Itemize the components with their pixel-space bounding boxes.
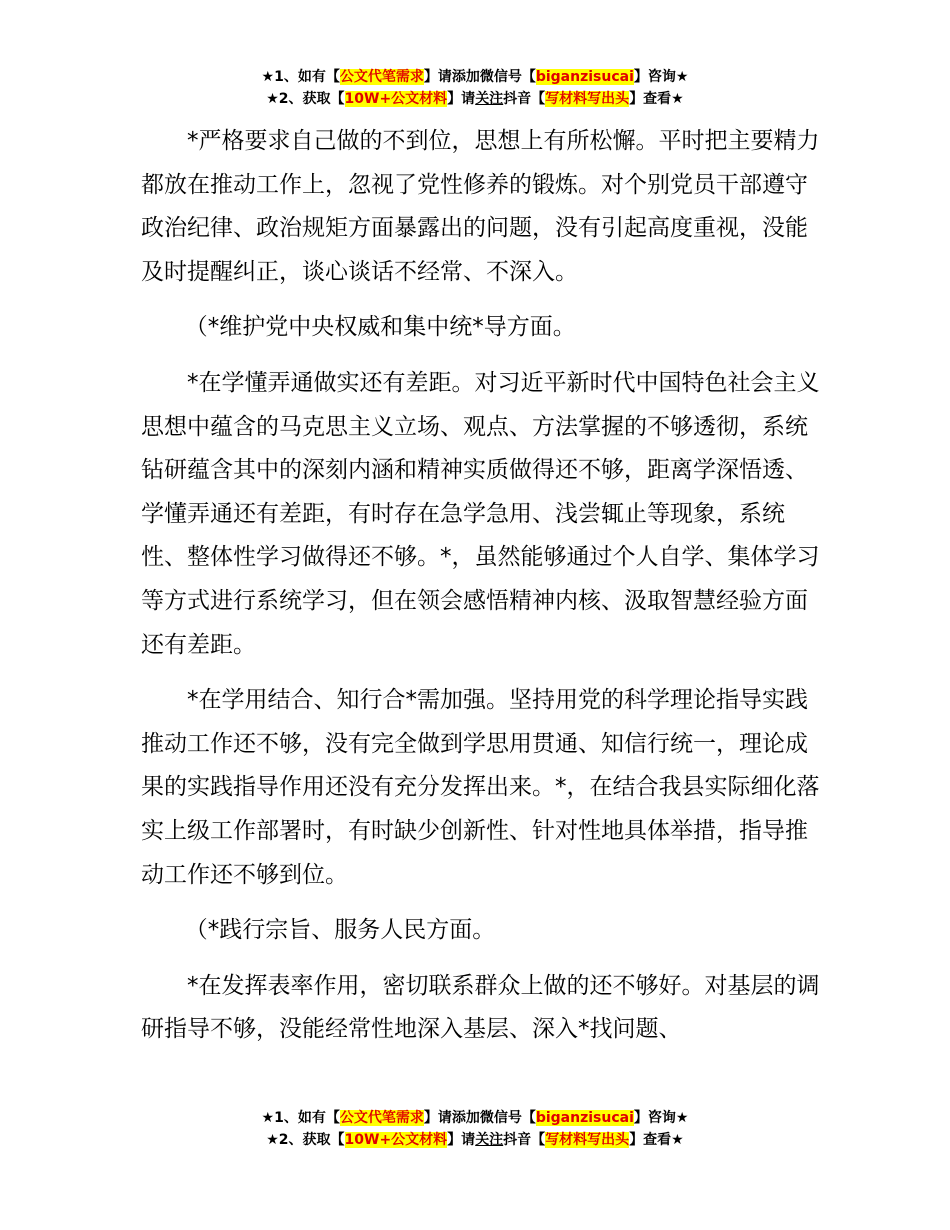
- paragraph-3: *在学用结合、知行合*需加强。坚持用党的科学理论指导实践推动工作还不够，没有完全做到学思用贯通、知信行统一，理论成果的实践指导作用还没有充分发挥出来。*，在结合我县实际细化落实上级工作部署时，有时缺少创新性、针对性地具体举措，指导推动工作还不够到位。: [141, 687, 820, 888]
- footer-line-1: ★1、如有【公文代笔需求】请添加微信号【biganzisucai】咨询★: [261, 1110, 689, 1126]
- header-wechat-id: biganzisucai: [535, 69, 634, 85]
- footer-follow: 关注: [475, 1132, 504, 1148]
- section-heading-1: （*维护党中央权威和集中统*导方面。: [184, 314, 576, 341]
- footer-highlight-materials: 10W+公文材料: [344, 1132, 448, 1148]
- header-banner: [0, 66, 950, 110]
- header-line-2: ★2、获取【10W+公文材料】请关注抖音【写材料写出头】查看★: [266, 91, 684, 107]
- footer-line-2: ★2、获取【10W+公文材料】请关注抖音【写材料写出头】查看★: [266, 1132, 684, 1148]
- section-heading-2: （*践行宗旨、服务人民方面。: [184, 917, 496, 944]
- header-line-1: ★1、如有【公文代笔需求】请添加微信号【biganzisucai】咨询★: [261, 69, 689, 85]
- paragraph-2: *在学懂弄通做实还有差距。对习近平新时代中国特色社会主义思想中蕴含的马克思主义立场、观点、方法掌握的不够透彻，系统钻研蕴含其中的深刻内涵和精神实质做得还不够，距离学深悟透、学懂弄通还有差距，有时存在急学急用、浅尝辄止等现象，系统性、整体性学习做得还不够。*，虽然能够通过个人自学、集体学习等方式进行系统学习，但在领会感悟精神内核、汲取智慧经验方面还有差距。: [141, 369, 820, 658]
- header-douyin-account: 写材料写出头: [545, 91, 630, 107]
- header-highlight-materials: 10W+公文材料: [344, 91, 448, 107]
- paragraph-1: *严格要求自己做的不到位，思想上有所松懈。平时把主要精力都放在推动工作上，忽视了党性修养的锻炼。对个别党员干部遵守政治纪律、政治规矩方面暴露出的问题，没有引起高度重视，没能及时提醒纠正，谈心谈话不经常、不深入。: [141, 128, 820, 285]
- footer-wechat-id: biganzisucai: [535, 1110, 634, 1126]
- header-highlight-service: 公文代笔需求: [339, 69, 424, 85]
- footer-douyin-account: 写材料写出头: [545, 1132, 630, 1148]
- footer-highlight-service: 公文代笔需求: [339, 1110, 424, 1126]
- document-body: [141, 120, 821, 1064]
- paragraph-4: *在发挥表率作用，密切联系群众上做的还不够好。对基层的调研指导不够，没能经常性地深入基层、深入*找问题、: [141, 972, 820, 1043]
- footer-banner: [0, 1107, 950, 1151]
- header-follow: 关注: [475, 91, 504, 107]
